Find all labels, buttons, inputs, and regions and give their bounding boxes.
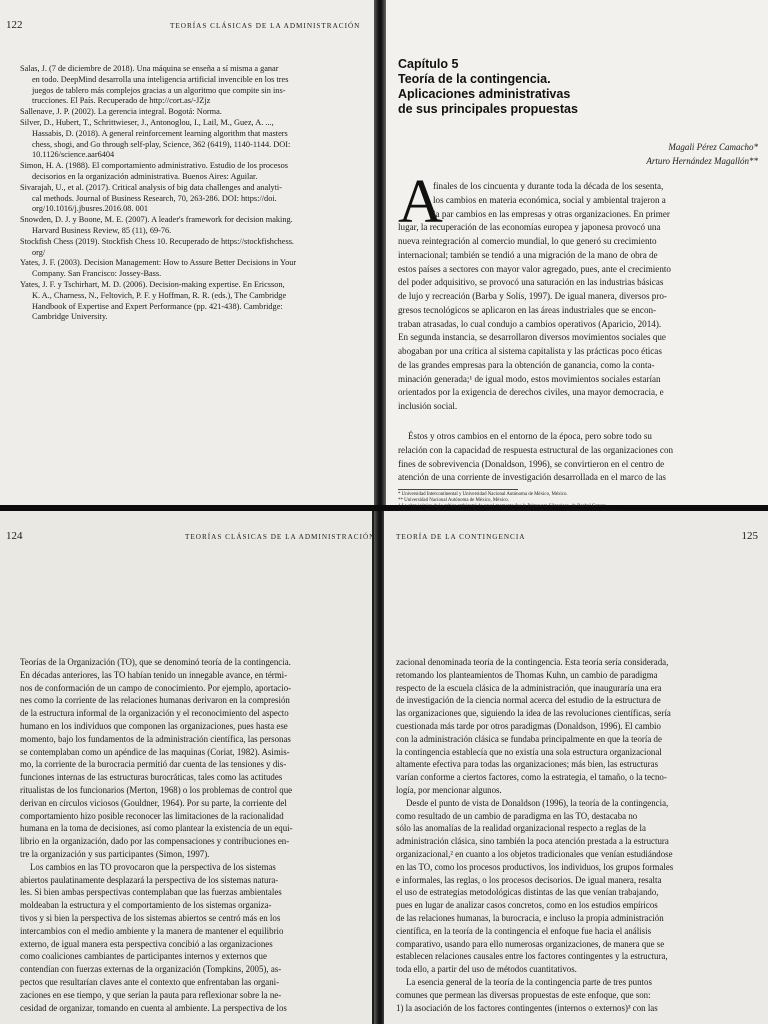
author-name: Arturo Hernández Magallón** bbox=[646, 156, 758, 166]
text-line: nueva reintegración al comercio mundial, lo que generó su crecimiento bbox=[398, 236, 657, 246]
reference-entry: Yates, J. F. y Tschirhart, M. D. (2006). Decision-making expertise. En Ericsson, K. A., Charness, N., Feltovich, P. F. y Hoffman, R. R. (eds.), The Cambridge Handbook of Expertise and Expert Performance (pp. 421-438). Cambridge: Cambridge University. bbox=[20, 279, 287, 322]
text-line: humana en la toma de decisiones, así como plantear la existencia de un equi- bbox=[20, 823, 293, 834]
text-line: e informales, las reglas, o los procesos decisorios. De igual manera, resalta bbox=[396, 874, 662, 885]
reference-entry: Simon, H. A. (1988). El comportamiento administrativo. Estudio de los procesos decisorios en la organización administrativa. Buenos Aires: Aguilar. bbox=[20, 161, 289, 181]
running-header: TEORÍAS CLÁSICAS DE LA ADMINISTRACIÓN bbox=[185, 533, 376, 541]
text-line: tre la organización y sus participantes (Simon, 1997). bbox=[20, 848, 210, 859]
footnote: 1 La obra icónica de la crítica ambiental de aquel momento fue la Primavera Silenciosa, de Rachel Carson, bbox=[398, 503, 607, 509]
text-line: momento, bajo los fundamentos de la administración científica, las personas bbox=[20, 733, 291, 744]
text-line: intercambios con el medio ambiente y la manera de mantener el equilibrio bbox=[20, 925, 284, 936]
body-paragraph bbox=[396, 976, 746, 1014]
chapter-label: Capítulo 5 bbox=[398, 57, 459, 71]
reference-entry: Stockfish Chess (2019). Stockfish Chess 10. Recuperado de https://stockfishchess. org/ bbox=[20, 236, 294, 257]
text-line: les. Si bien ambas perspectivas contemplaban que las fuerzas ambientales bbox=[20, 887, 282, 898]
text-line: en las TO, como los procesos productivos, los individuos, los grupos formales bbox=[396, 861, 674, 872]
text-line: La esencia general de la teoría de la contingencia parte de tres puntos bbox=[406, 976, 652, 987]
body-paragraph bbox=[396, 797, 746, 976]
footnote: ** Universidad Nacional Autónoma de México, México. bbox=[398, 497, 510, 503]
text-line: abogaban por una crítica al sistema capitalista y las prácticas poco éticas bbox=[398, 346, 662, 356]
text-line: Desde el punto de vista de Donaldson (1996), la teoría de la contingencia, bbox=[406, 797, 669, 808]
text-line: moldeaban la estructura y el comportamiento de los sistemas organiza- bbox=[20, 900, 272, 911]
text-line: retomando los planteamientos de Thomas Kuhn, un cambio de paradigma bbox=[396, 669, 658, 680]
text-line: cesidad de organizar, tomando en cuenta al ambiente. La perspectiva de los bbox=[20, 1002, 287, 1013]
reference-entry: Sallenave, J. P. (2002). La gerencia integral. Bogotá: Norma. bbox=[20, 107, 222, 117]
text-line: organizacional,² en cuanto a los objetos tradicionales que venían estudiándose bbox=[396, 848, 673, 859]
text-line: lugar, la recuperación de las economías europea y japonesa provocó una bbox=[398, 222, 661, 233]
chapter-title: Teoría de la contingencia. Aplicaciones administrativas de sus principales propuestas bbox=[398, 72, 578, 116]
page-122 bbox=[0, 0, 374, 505]
text-line: nos de conformación de un campo de conocimiento. Por ejemplo, aportacio- bbox=[20, 682, 292, 693]
text-line: relación con la capacidad de respuesta estructural de las organizaciones con bbox=[398, 444, 674, 455]
text-line: contendían con fuerzas externas de la organización (Tompkins, 2005), as- bbox=[20, 964, 282, 975]
text-line: toda ello, a partir del uso de métodos cuantitativos. bbox=[396, 964, 577, 975]
text-line: derivan en círculos viciosos (Gouldner, 1964). Por su parte, la corriente del bbox=[20, 797, 287, 808]
body-paragraph bbox=[398, 430, 748, 485]
text-line: finales de los cincuenta y durante toda la década de los sesenta, bbox=[433, 181, 664, 191]
text-line: gresos tecnológicos se aplicaron en las áreas industriales que se encon- bbox=[398, 304, 657, 315]
body-paragraph bbox=[396, 656, 746, 797]
text-line: los cambios en materia económica, social y ambiental trajeron a bbox=[433, 194, 666, 205]
text-line: como coaliciones cambiantes de participantes internos y externos que bbox=[20, 951, 267, 962]
text-line: Los cambios en las TO provocaron que la perspectiva de los sistemas bbox=[30, 861, 276, 872]
text-line: se contemplaban como un apéndice de las maquinas (Coriat, 1982). Asimis- bbox=[20, 746, 290, 757]
page-number: 125 bbox=[741, 530, 758, 542]
text-line: humano en los individuos que componen las organizaciones, pues hasta ese bbox=[20, 720, 288, 731]
text-line: comparativo, usando para ello numerosas organizaciones, de manera que se bbox=[396, 938, 665, 949]
text-line: zacional denominada teoría de la contingencia. Esta teoría sería considerada, bbox=[396, 657, 669, 667]
text-line: 1) la asociación de los factores contingentes (internos o externos)³ con las bbox=[396, 1002, 658, 1013]
text-line: cuestionada más tarde por otros paradigmas (Donaldson, 1996). El cambio bbox=[396, 720, 661, 731]
text-line: de lujo y recreación (Barba y Solís, 1997). De igual manera, diversos pro- bbox=[398, 291, 667, 301]
reference-entry: Sivarajah, U., et al. (2017). Critical analysis of big data challenges and analyti- cal methods. Journal of Business Research, 70, 263-286. DOI: https://doi. org/10.1016/j.jbusres.2016.08. 001 bbox=[20, 182, 282, 214]
chapter-opening-page bbox=[386, 0, 768, 509]
text-line: internacional; también se tendió a una migración de la mano de obra de bbox=[398, 249, 658, 260]
reference-list bbox=[20, 64, 342, 323]
text-line: científica, en la teoría de la contingencia el enfoque fue hacia el análisis bbox=[396, 925, 652, 936]
text-line: establecen relaciones causales entre los factores contingentes y la estructura, bbox=[396, 951, 668, 962]
text-line: traban atrasadas, lo cual condujo a cambios operativos (Aparicio, 2014). bbox=[398, 318, 662, 329]
text-line: como resultado de un cambio de paradigma en las TO, destacaba no bbox=[396, 810, 638, 821]
text-line: En segunda instancia, se desarrollaron diversos movimientos sociales que bbox=[398, 332, 666, 343]
text-line: nes como la corriente de las relaciones humanas derivaron en la compresión bbox=[20, 695, 290, 706]
text-line: de las relaciones humanas, la burocracia, e incluso la propia administración bbox=[396, 912, 664, 923]
text-line: atención de una corriente de investigación desarrollada en el marco de las bbox=[398, 472, 666, 483]
running-header: TEORÍA DE LA CONTINGENCIA bbox=[396, 533, 526, 541]
text-line: respecto de la escuela clásica de la administración, que inauguraría una era bbox=[396, 682, 662, 693]
text-line: mo, la corriente de la burocracia permitió dar cuenta de las tensiones y dis- bbox=[20, 759, 287, 770]
running-header: TEORÍAS CLÁSICAS DE LA ADMINISTRACIÓN bbox=[170, 22, 361, 30]
text-line: con la administración clásica se fundaba principalmente en que la teoría de bbox=[396, 733, 662, 744]
text-line: pectos que resultarían claves ante el contexto que enfrentaban las organi- bbox=[20, 976, 280, 987]
page-124 bbox=[0, 511, 376, 1024]
text-line: varían conforme a ciertos factores, como la estrategia, el tamaño, o la tecno- bbox=[396, 772, 667, 783]
body-paragraph bbox=[20, 656, 350, 861]
body-paragraph bbox=[20, 861, 350, 1015]
footnote: * Universidad Intercontinental y Universidad Nacional Autónoma de México, México. bbox=[398, 492, 568, 497]
opening-paragraph bbox=[398, 180, 748, 414]
text-line: Éstos y otros cambios en el entorno de la época, pero sobre todo su bbox=[408, 431, 652, 441]
text-line: tivos y si bien la perspectiva de los sistemas abiertos se centró más en los bbox=[20, 912, 281, 923]
text-line: funciones internas de las estructuras burocráticas, tales como las actitudes bbox=[20, 772, 283, 783]
text-line: estos países a sectores con mayor valor agregado, pues, ante el crecimiento bbox=[398, 263, 671, 274]
text-line: comunes que permean las diversas propuestas de este enfoque, que son: bbox=[396, 989, 651, 1000]
text-line: pues en lugar de analizar casos concretos, como en los estudios empíricos bbox=[396, 900, 658, 911]
page-number: 122 bbox=[6, 19, 23, 31]
text-line: de la estructura informal de la organización y el reconocimiento del aspecto bbox=[20, 708, 289, 719]
reference-entry: Snowden, D. J. y Boone, M. E. (2007). A leader's framework for decision making. Harvard Business Review, 85 (11), 69-76. bbox=[20, 215, 293, 235]
text-line: las organizaciones que, siguiendo la idea de las revoluciones científicas, sería bbox=[396, 708, 671, 719]
text-line: de las grandes empresas para la obtención de ganancia, como la conta- bbox=[398, 359, 655, 370]
text-column bbox=[396, 656, 746, 1014]
text-line: abiertos paulatinamente desplazará la perspectiva de los sistemas natura- bbox=[20, 874, 279, 885]
text-line: el uso de estrategias metodológicas distintas de las que venían trabajando, bbox=[396, 887, 659, 898]
text-line: minación generada;¹ de igual modo, estos movimientos sociales estarían bbox=[398, 373, 661, 384]
page-125 bbox=[384, 511, 768, 1024]
chapter-heading bbox=[398, 57, 698, 117]
footnote-rule bbox=[398, 489, 518, 490]
text-line: inclusión social. bbox=[398, 401, 458, 411]
text-line: la contingencia establecía que no existía una sola estructura organizacional bbox=[396, 746, 662, 757]
text-line: sólo las anomalías de la realidad organizacional respecto a reglas de la bbox=[396, 823, 646, 834]
text-line: comportamiento hizo posible reconocer las limitaciones de la racionalidad bbox=[20, 810, 284, 821]
text-line: fines de sobrevivencia (Donaldson, 1996), se convirtieron en el centro de bbox=[398, 458, 665, 469]
reference-entry: Salas, J. (7 de diciembre de 2018). Una máquina se enseña a sí misma a ganar en todo. DeepMind desarrolla una inteligencia artificial invencible en los tres juegos de tablero más complejos gracias a un algoritmo que compite sin ins- trucciones. El País. Recuperado de http://cort.as/-JZjz bbox=[20, 64, 289, 106]
text-line: orientados por la exigencia de derechos civiles, una mayor democracia, e bbox=[398, 387, 664, 398]
text-line: zaciones en ese tiempo, y que serían la pauta para reflexionar sobre la ne- bbox=[20, 989, 282, 1000]
text-line: administración clásica, sino también la poca atención prestada a la estructura bbox=[396, 836, 669, 847]
reference-entry: Yates, J. F. (2003). Decision Management: How to Assure Better Decisions in Your Company. San Francisco: Jossey-Bass. bbox=[20, 258, 297, 279]
text-line: En décadas anteriores, las TO habían tenido un innegable avance, en térmi- bbox=[20, 669, 288, 680]
text-line: de investigación de la ciencia normal acerca del estudio de la estructura de bbox=[396, 695, 661, 706]
page-number: 124 bbox=[6, 530, 23, 542]
text-line: librio en la organización, dado por las compensaciones y contribuciones en- bbox=[20, 836, 290, 847]
author-list bbox=[646, 140, 758, 168]
text-line: ritualistas de los funcionarios (Merton, 1968) o los problemas de control que bbox=[20, 784, 293, 795]
text-line: la par cambios en las empresas y otras organizaciones. En primer bbox=[433, 208, 670, 219]
text-line: del poder adquisitivo, se provocó una saturación en las industrias básicas bbox=[398, 277, 664, 288]
drop-cap: A bbox=[398, 168, 443, 236]
text-line: altamente efectiva para todas las organizaciones; más bien, las estructuras bbox=[396, 759, 659, 770]
author-name: Magali Pérez Camacho* bbox=[668, 142, 758, 152]
text-column bbox=[20, 656, 350, 1014]
text-line: logía, por mencionar algunos. bbox=[396, 784, 502, 795]
reference-entry: Silver, D., Hubert, T., Schrittwieser, J., Antonoglou, I., Lail, M., Guez, A. ..., Hassabis, D. (2018). A general reinforcement learning algorithm that masters chess, shogi, and Go through self-play, Science, 362 (6419), 1140-1144. DOI: 10.1126/science.aar6404 bbox=[20, 117, 291, 160]
text-line: externo, de igual manera esta perspectiva concibió a las organizaciones bbox=[20, 938, 273, 949]
text-line: Teorías de la Organización (TO), que se denominó teoría de la contingencia. bbox=[20, 657, 291, 667]
